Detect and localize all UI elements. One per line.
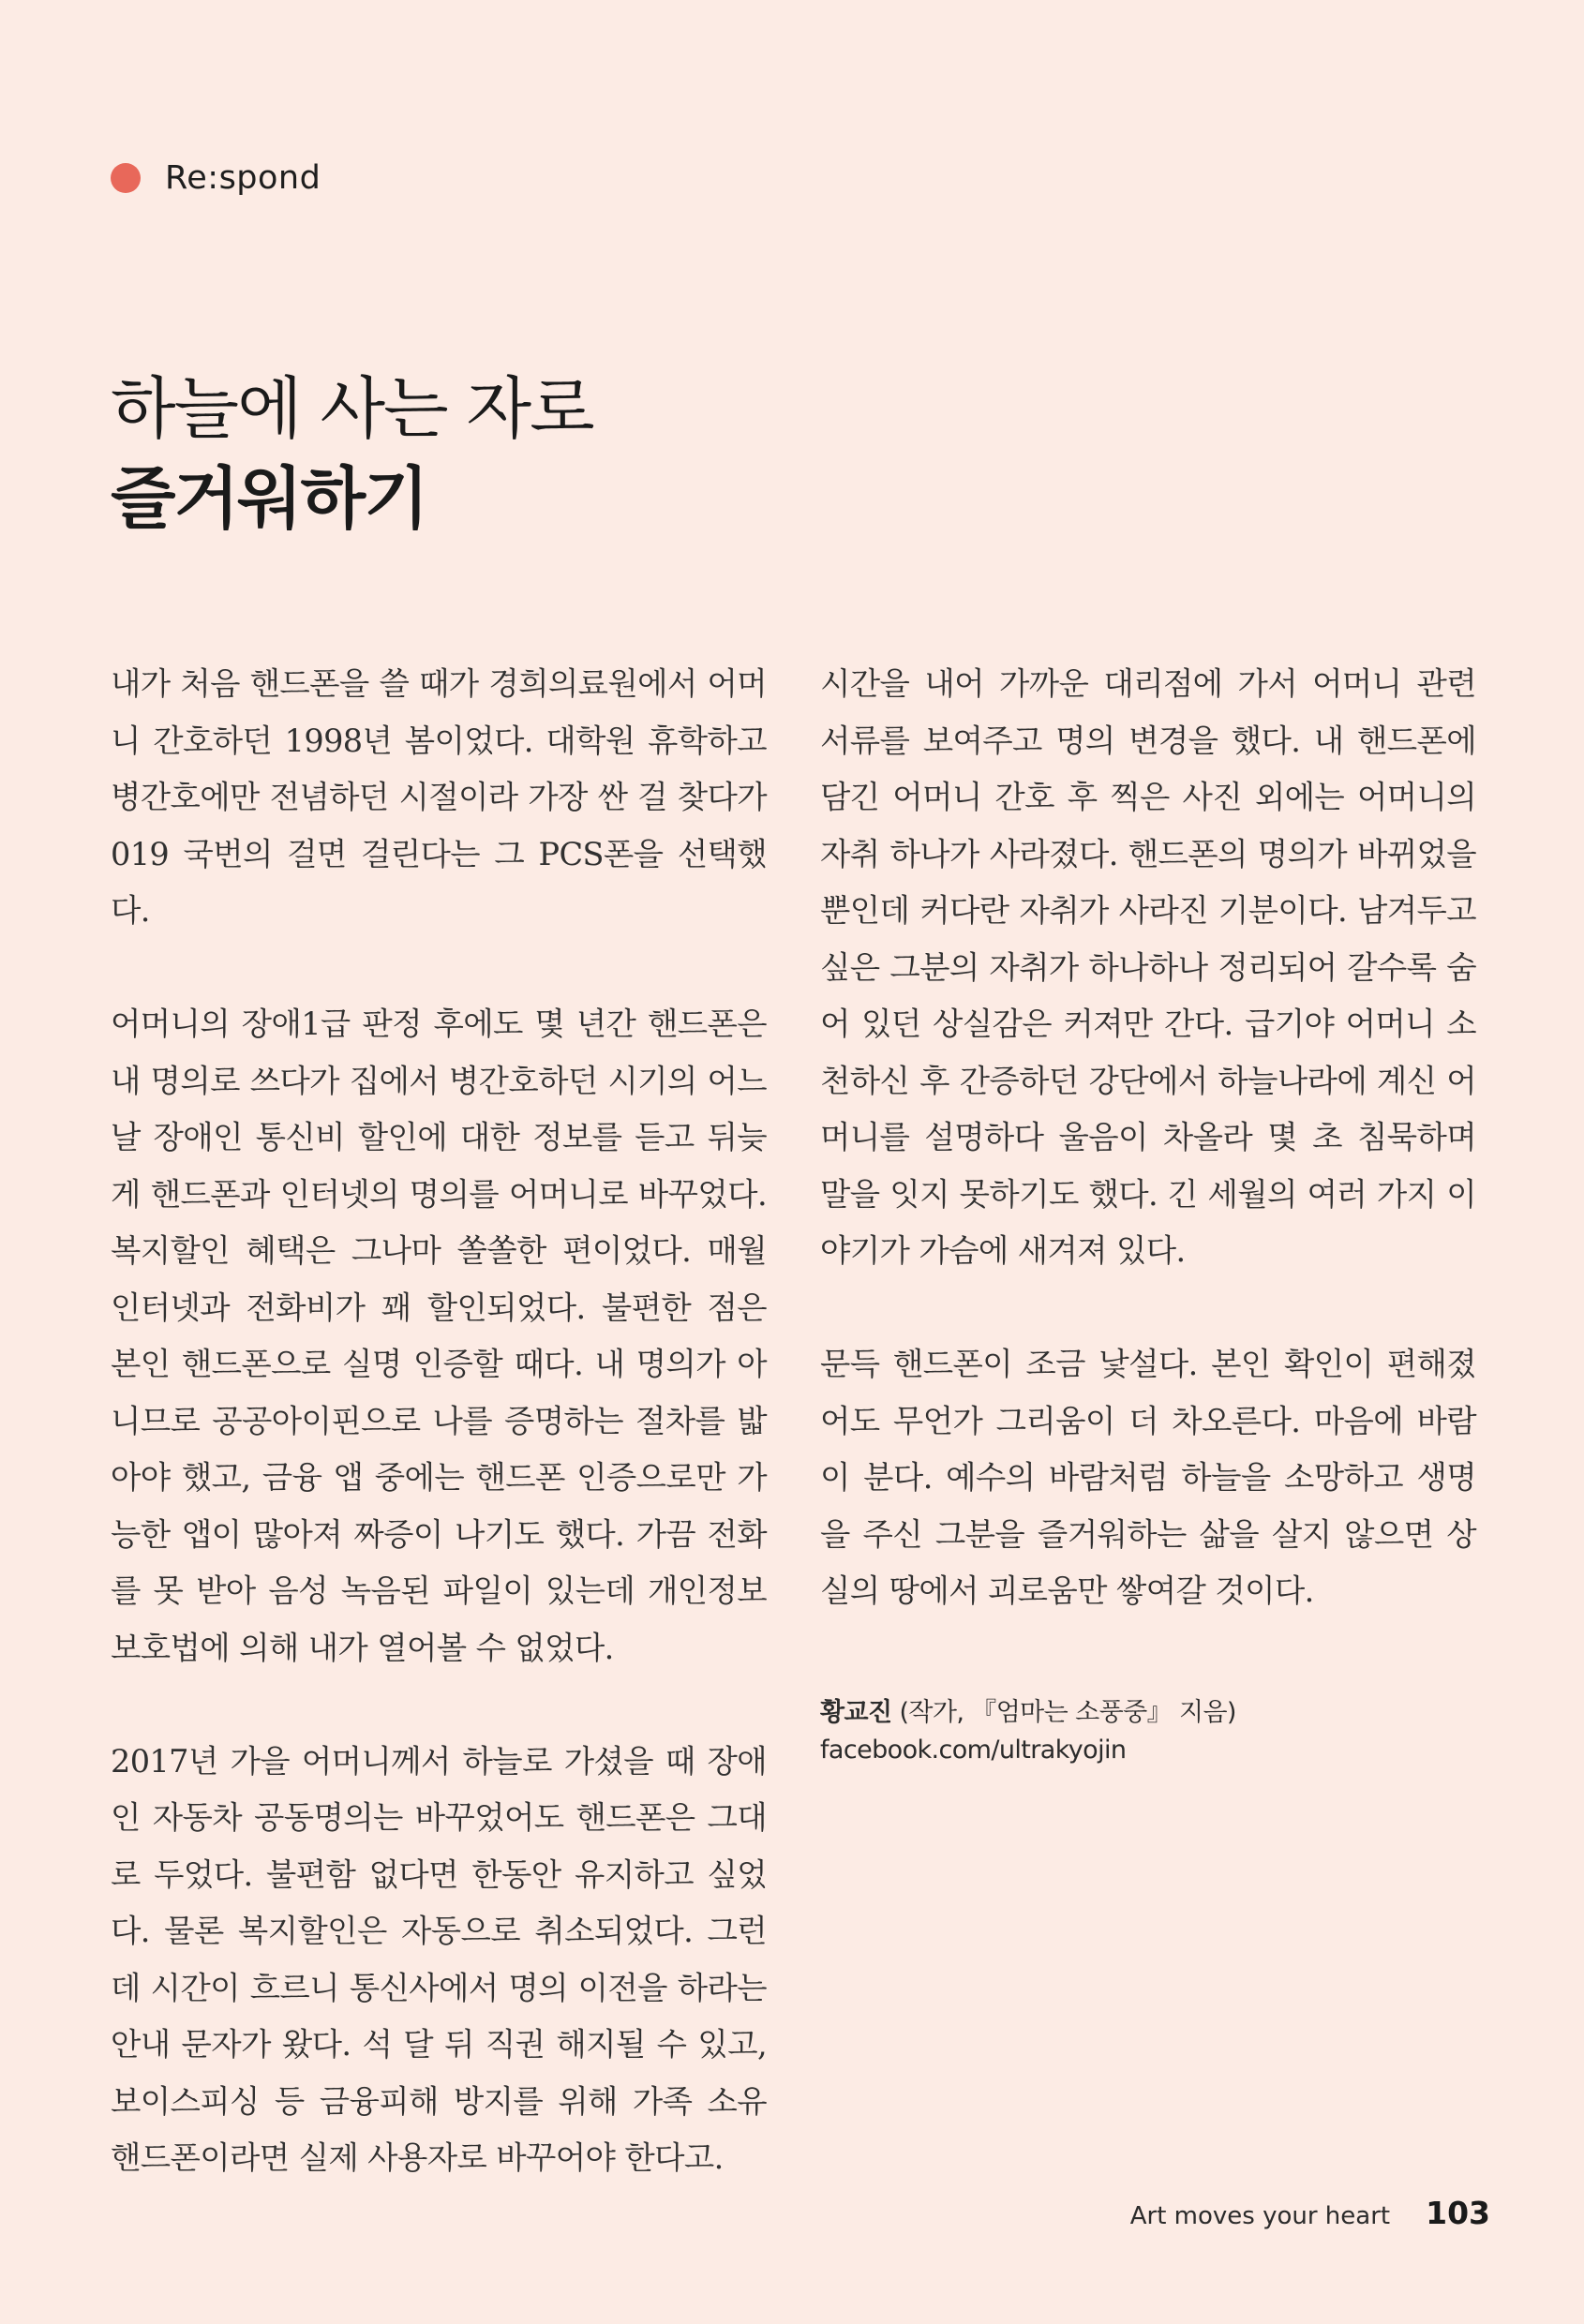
author-link[interactable]: facebook.com/ultrakyojin [820, 1736, 1127, 1765]
article-paragraph: 문득 핸드폰이 조금 낯설다. 본인 확인이 편해졌어도 무언가 그리움이 더 차오른다. 마음에 바람이 분다. 예수의 바람처럼 하늘을 소망하고 생명을 주신 그분을 즐거워하는 삶을 살지 않으면 상실의 땅에서 괴로움만 쌓여갈 것이다. [820, 1346, 1476, 1609]
article-title-line1: 하늘에 사는 자로 [111, 369, 593, 448]
article-paragraph: 시간을 내어 가까운 대리점에 가서 어머니 관련 서류를 보여주고 명의 변경을 했다. 내 핸드폰에 담긴 어머니 간호 후 찍은 사진 외에는 어머니의 자취 하나가 사라졌다. 핸드폰의 명의가 바뀌었을 뿐인데 커다란 자취가 사라진 기분이다. 남겨두고 싶은 그분의 자취가 하나하나 정리되어 갈수록 숨어 있던 상실감은 커져만 간다. 급기야 어머니 소천하신 후 간증하던 강단에서 하늘나라에 계신 어머니를 설명하다 울음이 차올라 몇 초 침묵하며 말을 잇지 못하기도 했다. 긴 세월의 여러 가지 이야기가 가슴에 새겨져 있다. [820, 665, 1476, 1269]
section-dot-icon [111, 163, 141, 193]
article-column-left [111, 656, 767, 2187]
article-paragraph: 내가 처음 핸드폰을 쓸 때가 경희의료원에서 어머니 간호하던 1998년 봄이었다. 대학원 휴학하고 병간호에만 전념하던 시절이라 가장 싼 걸 찾다가 019 국번의 걸면 걸린다는 그 PCS폰을 선택했다. [111, 665, 767, 929]
article-paragraph: 어머니의 장애1급 판정 후에도 몇 년간 핸드폰은 내 명의로 쓰다가 집에서 병간호하던 시기의 어느 날 장애인 통신비 할인에 대한 정보를 듣고 뒤늦게 핸드폰과 인터넷의 명의를 어머니로 바꾸었다. 복지할인 혜택은 그나마 쏠쏠한 편이었다. 매월 인터넷과 전화비가 꽤 할인되었다. 불편한 점은 본인 핸드폰으로 실명 인증할 때다. 내 명의가 아니므로 공공아이핀으로 나를 증명하는 절차를 밟아야 했고, 금융 앱 중에는 핸드폰 인증으로만 가능한 앱이 많아져 짜증이 나기도 했다. 가끔 전화를 못 받아 음성 녹음된 파일이 있는데 개인정보 보호법에 의해 내가 열어볼 수 없었다. [111, 1006, 767, 1666]
author-name: 황교진 [820, 1698, 892, 1727]
page-footer [1130, 2195, 1490, 2231]
author-description: (작가, 『엄마는 소풍중』 지음) [899, 1698, 1236, 1727]
footer-slogan: Art moves your heart [1129, 2202, 1391, 2230]
article-paragraph: 2017년 가을 어머니께서 하늘로 가셨을 때 장애인 자동차 공동명의는 바꾸었어도 핸드폰은 그대로 두었다. 불편함 없다면 한동안 유지하고 싶었다. 물론 복지할인은 자동으로 취소되었다. 그런데 시간이 흐르니 통신사에서 명의 이전을 하라는 안내 문자가 왔다. 석 달 뒤 직권 해지될 수 있고, 보이스피싱 등 금융피해 방지를 위해 가족 소유 핸드폰이라면 실제 사용자로 바꾸어야 한다고. [111, 1742, 767, 2176]
page-number: 103 [1426, 2195, 1490, 2231]
article-title [111, 364, 593, 544]
article-column-right [820, 656, 1476, 1620]
section-label: Re:spond [165, 159, 321, 197]
article-title-line2: 즐거워하기 [111, 459, 427, 538]
section-tag [111, 159, 321, 197]
author-info [820, 1694, 1236, 1769]
